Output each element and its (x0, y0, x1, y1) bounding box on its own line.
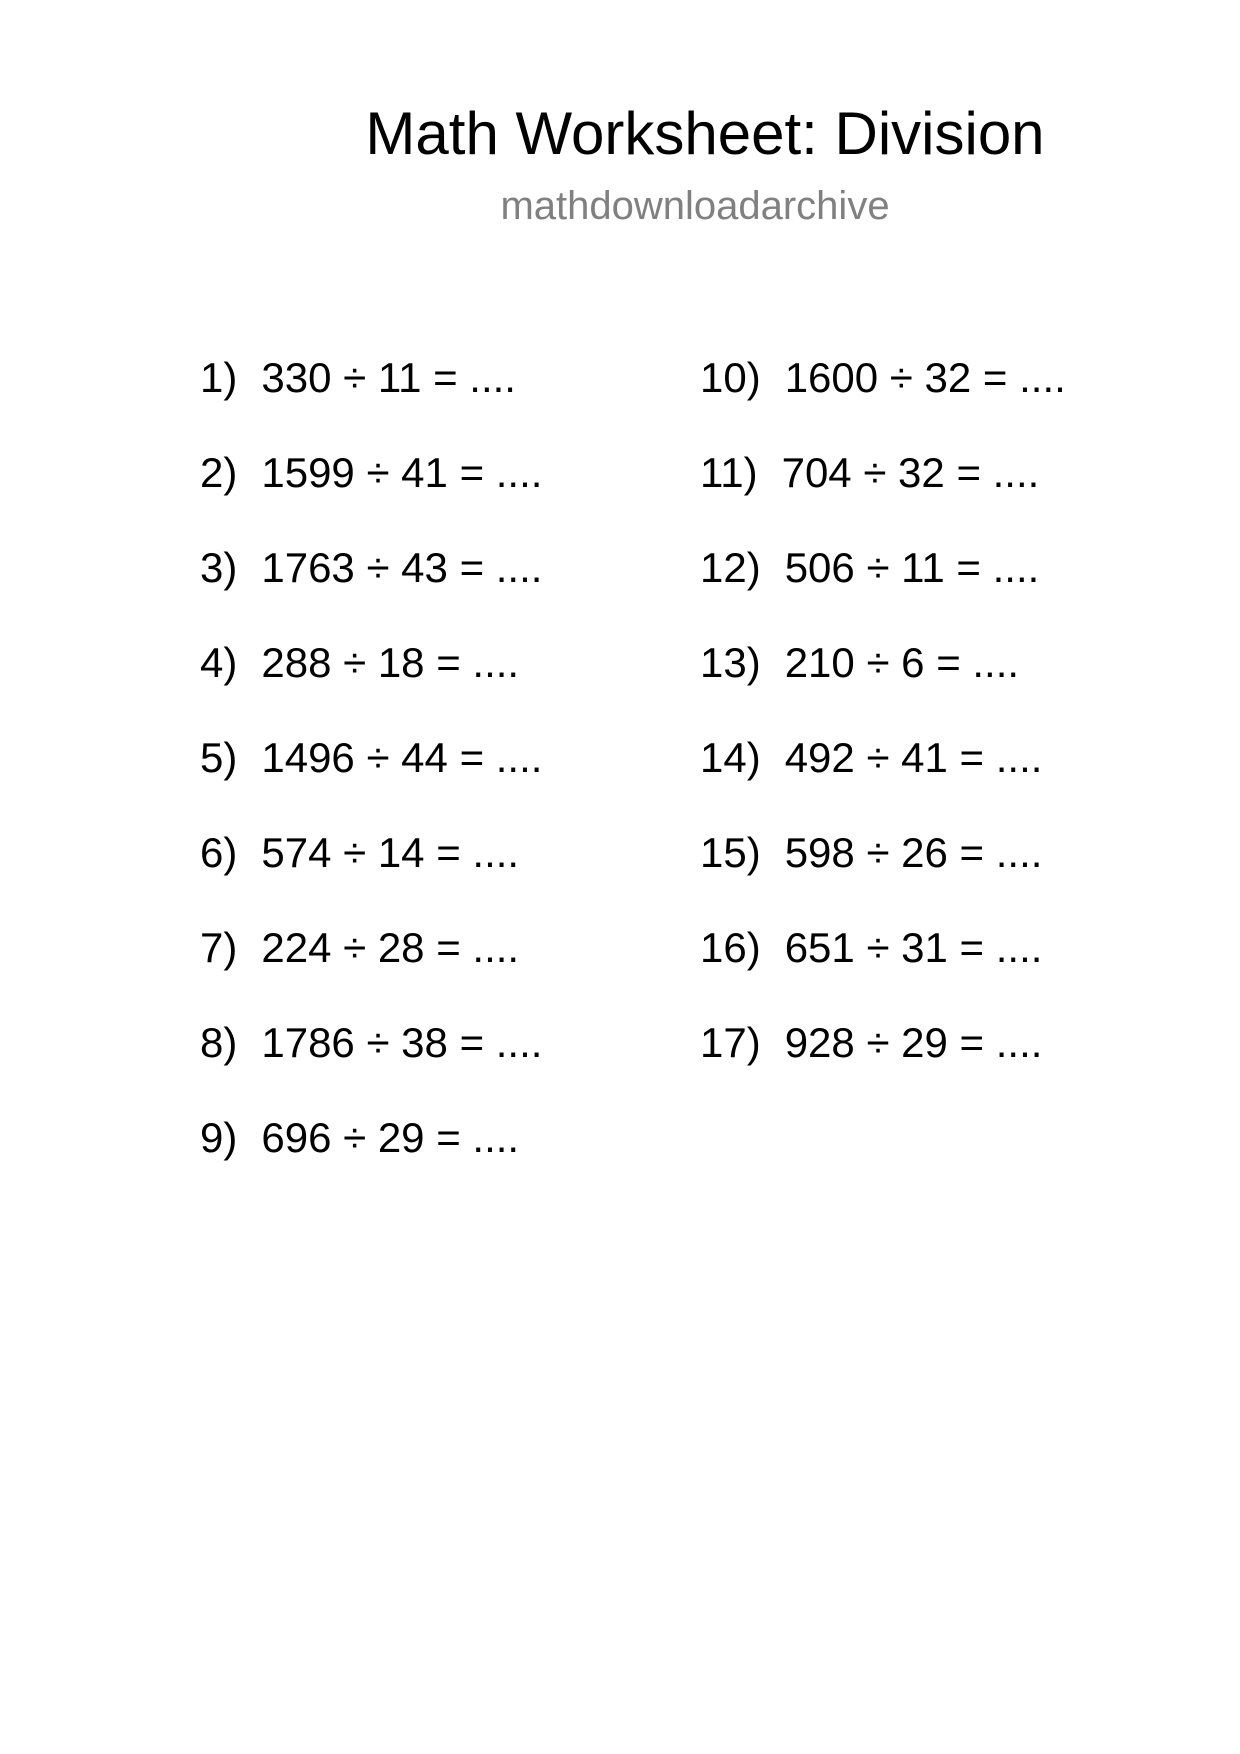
problem-number: 12) (700, 544, 761, 591)
problem-item (700, 638, 1066, 733)
problem-expression: 210 ÷ 6 = .... (784, 639, 1020, 686)
problem-expression: 704 ÷ 32 = .... (781, 449, 1040, 496)
problem-number: 3) (200, 544, 238, 591)
problem-expression: 1599 ÷ 41 = .... (261, 449, 543, 496)
problem-number: 5) (200, 734, 238, 781)
problem-item (200, 923, 542, 1018)
problem-number: 1) (200, 354, 238, 401)
problem-expression: 330 ÷ 11 = .... (261, 354, 516, 401)
problem-expression: 224 ÷ 28 = .... (261, 924, 520, 971)
problem-item (700, 923, 1066, 1018)
problem-number: 9) (200, 1114, 238, 1161)
page-title: Math Worksheet: Division (365, 100, 1045, 167)
problem-item (700, 448, 1066, 543)
problem-number: 7) (200, 924, 238, 971)
problem-number: 16) (700, 924, 761, 971)
problem-number: 8) (200, 1019, 238, 1066)
problem-number: 2) (200, 449, 238, 496)
problem-item (200, 1018, 542, 1113)
problem-number: 6) (200, 829, 238, 876)
problem-number: 13) (700, 639, 761, 686)
problem-item (200, 448, 542, 543)
problem-expression: 288 ÷ 18 = .... (261, 639, 520, 686)
problem-expression: 1763 ÷ 43 = .... (261, 544, 543, 591)
problem-expression: 928 ÷ 29 = .... (784, 1019, 1043, 1066)
problem-expression: 696 ÷ 29 = .... (261, 1114, 520, 1161)
problem-number: 17) (700, 1019, 761, 1066)
problem-item (200, 353, 542, 448)
problem-number: 10) (700, 354, 761, 401)
problem-expression: 492 ÷ 41 = .... (784, 734, 1043, 781)
problem-expression: 1496 ÷ 44 = .... (261, 734, 543, 781)
problem-column-right (700, 353, 1066, 1113)
problem-item (200, 733, 542, 828)
problem-expression: 651 ÷ 31 = .... (784, 924, 1043, 971)
problem-item (700, 828, 1066, 923)
problem-item (200, 638, 542, 733)
problem-expression: 506 ÷ 11 = .... (784, 544, 1040, 591)
problem-number: 11) (700, 449, 758, 496)
problem-number: 15) (700, 829, 761, 876)
problem-item (200, 543, 542, 638)
problem-item (700, 733, 1066, 828)
problem-item (200, 1113, 542, 1208)
problem-expression: 1600 ÷ 32 = .... (784, 354, 1066, 401)
problem-column-left (200, 353, 542, 1208)
problem-item (700, 543, 1066, 638)
page-subtitle: mathdownloadarchive (500, 184, 890, 228)
problem-expression: 598 ÷ 26 = .... (784, 829, 1043, 876)
problem-item (700, 1018, 1066, 1113)
problem-number: 4) (200, 639, 238, 686)
problem-expression: 1786 ÷ 38 = .... (261, 1019, 543, 1066)
problem-expression: 574 ÷ 14 = .... (261, 829, 520, 876)
problem-number: 14) (700, 734, 761, 781)
problem-item (200, 828, 542, 923)
problem-item (700, 353, 1066, 448)
